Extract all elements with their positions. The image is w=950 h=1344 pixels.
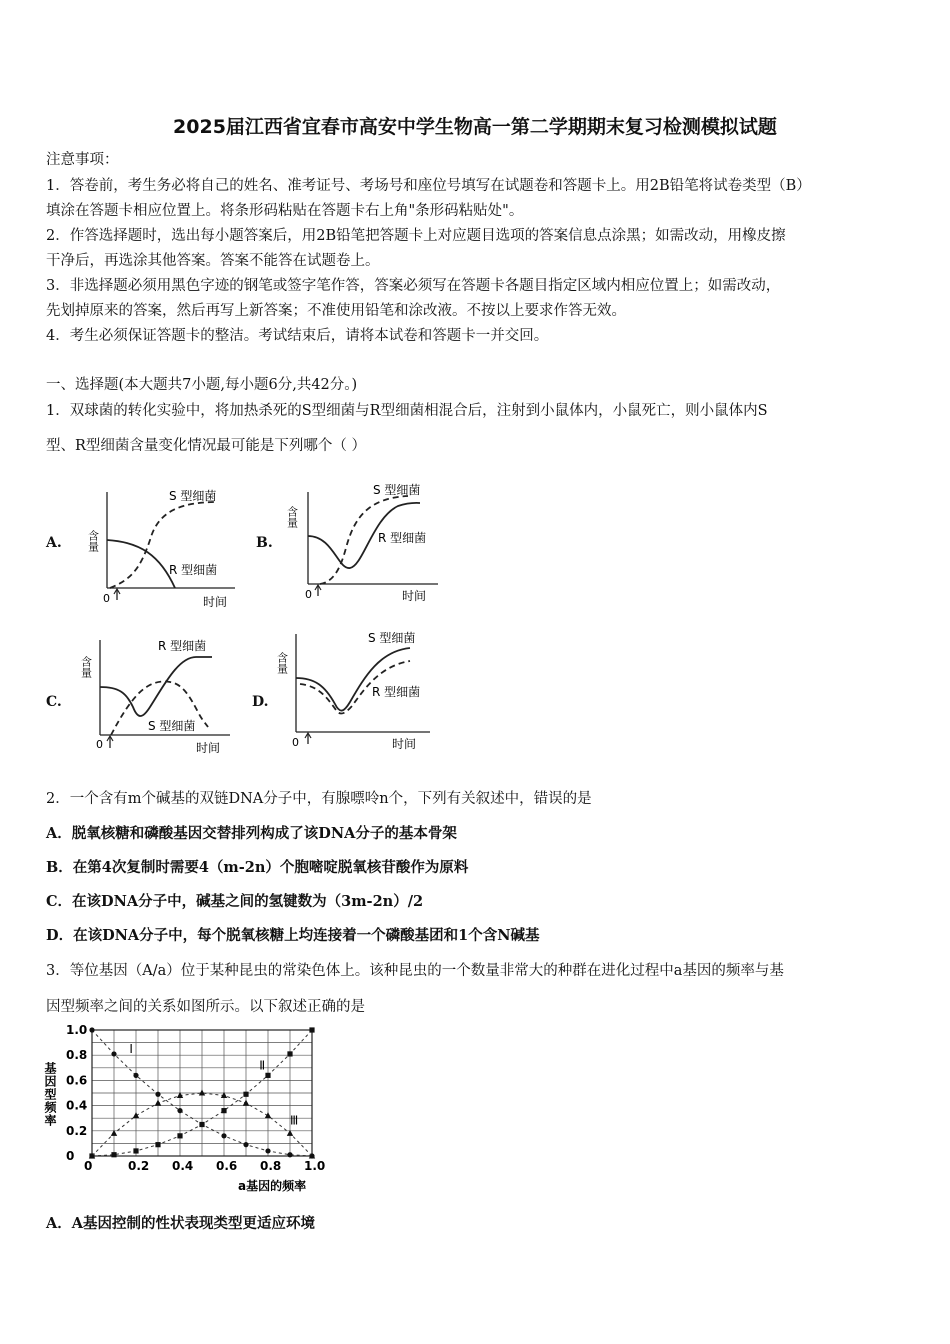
q1-stem-line2: 型、R型细菌含量变化情况最可能是下列哪个（ ） [46, 438, 367, 454]
chart-xlabel: a基因的频率 [238, 1179, 307, 1193]
q1-option-a-label: A. [46, 535, 62, 551]
s-curve [296, 648, 410, 711]
notice-line: 先划掉原来的答案，然后再写上新答案；不准使用铅笔和涂改液。不按以上要求作答无效。 [46, 303, 626, 319]
q1-option-b-label: B. [256, 535, 273, 551]
data-point-circle [133, 1073, 138, 1078]
page-title: 2025届江西省宜春市高安中学生物高一第二学期期末复习检测模拟试题 [173, 116, 777, 138]
q1-graph-a [85, 480, 255, 615]
data-point-square [177, 1133, 182, 1138]
x-tick-label: 0.4 [172, 1159, 194, 1173]
y-label: 含量 [79, 656, 93, 678]
q1-graph-c [78, 632, 258, 762]
data-point-square [243, 1092, 248, 1097]
q2-stem: 2．一个含有m个碱基的双链DNA分子中，有腺嘌呤n个，下列有关叙述中，错误的是 [46, 791, 592, 807]
data-point-triangle [199, 1090, 205, 1096]
data-point-square [221, 1108, 226, 1113]
section-heading: 一、选择题(本大题共7小题,每小题6分,共42分。) [46, 377, 358, 393]
notice-line: 1．答卷前，考生务必将自己的姓名、准考证号、考场号和座位号填写在试题卷和答题卡上。用2B铅笔将试卷类型（B） [46, 178, 811, 194]
series-label: Ⅰ [129, 1041, 133, 1056]
y-label: 含量 [285, 506, 299, 528]
data-point-circle [155, 1092, 160, 1097]
notice-line: 3．非选择题必须用黑色字迹的钢笔或签字笔作答，答案必须写在答题卡各题目指定区域内相应位置上；如需改动， [46, 278, 781, 294]
x-label: 时间 [402, 589, 427, 603]
s-label: S 型细菌 [368, 631, 416, 645]
data-point-circle [177, 1108, 182, 1113]
x-label: 时间 [203, 595, 228, 609]
r-label: R 型细菌 [378, 531, 427, 545]
x-tick-label: 0.8 [260, 1159, 282, 1173]
y-label: 含量 [86, 530, 100, 552]
notice-line: 2．作答选择题时，选出每小题答案后，用2B铅笔把答题卡上对应题目选项的答案信息点涂黑；如需改动，用橡皮擦 [46, 228, 786, 244]
y-tick-label: 0.8 [66, 1048, 88, 1063]
y-label: 含量 [275, 652, 289, 674]
x-tick-label: 0.2 [128, 1159, 150, 1173]
data-point-square [133, 1148, 138, 1153]
y-tick-label: 1.0 [66, 1023, 88, 1037]
q1-graph-d [275, 626, 450, 756]
data-point-circle [287, 1152, 292, 1157]
data-point-square [199, 1122, 204, 1127]
q3-stem-line2: 因型频率之间的关系如图所示。以下叙述正确的是 [46, 999, 365, 1015]
data-point-square [287, 1051, 292, 1056]
s-label: S 型细菌 [148, 719, 196, 733]
y-tick-label: 0 [66, 1149, 75, 1163]
data-point-circle [111, 1051, 116, 1056]
x-tick-label: 0 [84, 1159, 93, 1173]
r-label: R 型细菌 [158, 639, 207, 653]
q3-option-a: A．A基因控制的性状表现类型更适应环境 [46, 1215, 315, 1232]
data-point-circle [221, 1133, 226, 1138]
data-point-square [309, 1027, 314, 1032]
s-label: S 型细菌 [373, 483, 421, 497]
q2-option-c: C．在该DNA分子中，碱基之间的氢键数为（3m-2n）/2 [46, 893, 424, 910]
data-point-circle [89, 1027, 94, 1032]
data-point-triangle [265, 1112, 271, 1118]
s-label: S 型细菌 [169, 489, 217, 503]
data-point-triangle [243, 1100, 249, 1106]
series-label: Ⅲ [290, 1113, 299, 1128]
data-point-triangle [155, 1100, 161, 1106]
x-label: 时间 [392, 737, 417, 751]
data-point-square [111, 1152, 116, 1157]
q1-option-c-label: C. [46, 694, 62, 710]
r-label: R 型细菌 [372, 685, 421, 699]
data-point-circle [243, 1142, 248, 1147]
q2-option-d: D．在该DNA分子中，每个脱氧核糖上均连接着一个磷酸基团和1个含N碱基 [46, 927, 540, 944]
q1-stem-line1: 1．双球菌的转化实验中，将加热杀死的S型细菌与R型细菌相混合后，注射到小鼠体内，小鼠死亡，则小鼠体内S [46, 403, 768, 419]
data-point-square [155, 1142, 160, 1147]
q3-chart [40, 1020, 340, 1200]
origin-label: 0 [96, 738, 103, 751]
y-tick-label: 0.4 [66, 1098, 88, 1113]
x-tick-label: 1.0 [304, 1159, 326, 1173]
x-tick-label: 0.6 [216, 1159, 238, 1173]
r-label: R 型细菌 [169, 563, 218, 577]
data-point-triangle [133, 1112, 139, 1118]
chart-ticks [66, 1023, 325, 1173]
data-point-circle [265, 1148, 270, 1153]
origin-label: 0 [292, 736, 299, 749]
notice-heading: 注意事项： [46, 152, 119, 168]
q2-option-b: B．在第4次复制时需要4（m-2n）个胞嘧啶脱氧核苷酸作为原料 [46, 859, 469, 876]
chart-ylabel: 基因型频率 [43, 1062, 57, 1127]
data-point-square [265, 1073, 270, 1078]
y-tick-label: 0.6 [66, 1073, 88, 1088]
q1-graph-b [285, 478, 458, 613]
notice-line: 4．考生必须保证答题卡的整洁。考试结束后，请将本试卷和答题卡一并交回。 [46, 328, 549, 344]
q2-option-a: A．脱氧核糖和磷酸基因交替排列构成了该DNA分子的基本骨架 [46, 825, 457, 842]
r-curve [107, 540, 175, 588]
notice-line: 干净后，再选涂其他答案。答案不能答在试题卷上。 [46, 253, 380, 269]
q3-stem-line1: 3．等位基因（A/a）位于某种昆虫的常染色体上。该种昆虫的一个数量非常大的种群在进化过程中a基因的频率与基 [46, 963, 784, 979]
series-label: Ⅱ [259, 1058, 266, 1073]
y-tick-label: 0.2 [66, 1123, 88, 1138]
origin-label: 0 [305, 588, 312, 601]
q1-option-d-label: D. [252, 694, 269, 710]
x-label: 时间 [196, 741, 221, 755]
origin-label: 0 [103, 592, 110, 605]
notice-line: 填涂在答题卡相应位置上。将条形码粘贴在答题卡右上角"条形码粘贴处"。 [46, 203, 524, 219]
